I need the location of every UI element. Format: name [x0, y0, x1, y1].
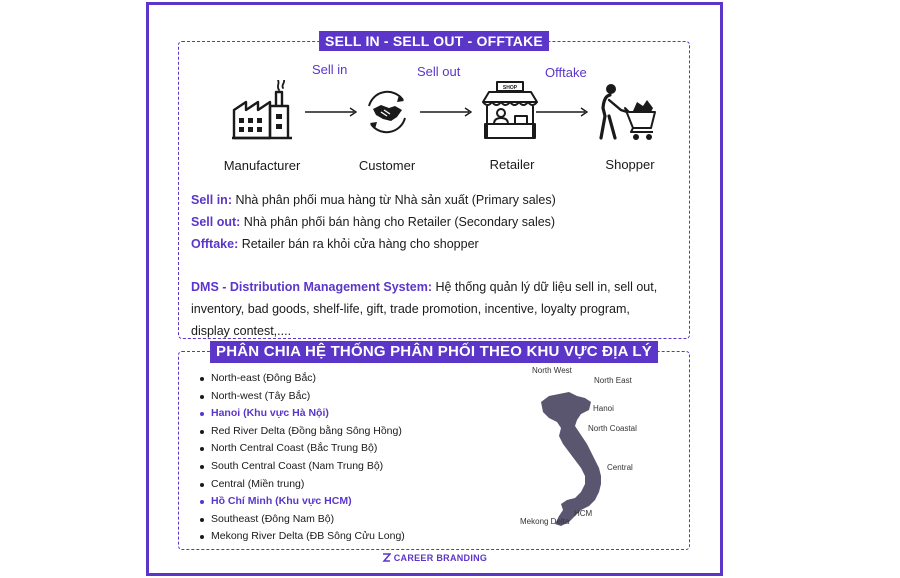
arrow-icon: [304, 106, 359, 118]
map-label-mekong: Mekong Delta: [520, 517, 570, 526]
sell-out-label: Sell out: [417, 64, 461, 79]
regions-title: PHÂN CHIA HỆ THỐNG PHÂN PHỐI THEO KHU VỰC ĐỊA LÝ: [210, 341, 658, 363]
sell-in-label: Sell in: [312, 62, 348, 77]
retailer-label: Retailer: [489, 157, 535, 172]
definition-text: Nhà phân phối bán hàng cho Retailer (Secondary sales): [240, 215, 556, 229]
list-item: North Central Coast (Bắc Trung Bộ): [211, 440, 405, 458]
arrow-icon: [535, 106, 590, 118]
shop-icon: [479, 80, 541, 142]
map-label-north-coastal: North Coastal: [588, 424, 637, 433]
list-item: Mekong River Delta (ĐB Sông Cửu Long): [211, 528, 405, 546]
shop-sign-text: SHOP: [502, 85, 518, 91]
dms-text: Hệ thống quản lý dữ liệu sell in, sell out, inventory, bad goods, shelf-life, gift, trade promotion, incentive, loyalty program, display contest,....: [191, 280, 658, 338]
sell-flow-panel: [178, 33, 690, 339]
definition-offtake: [191, 237, 479, 251]
sell-flow-title: SELL IN - SELL OUT - OFFTAKE: [319, 31, 549, 51]
map-label-hcm: HCM: [574, 509, 593, 518]
list-item: North-east (Đông Bắc): [211, 370, 405, 388]
handshake-cycle-icon: [363, 90, 411, 134]
list-item: South Central Coast (Nam Trung Bộ): [211, 458, 405, 476]
career-branding-footer: [149, 553, 720, 563]
dms-term: DMS - Distribution Management System:: [191, 280, 432, 294]
list-item: Hanoi (Khu vực Hà Nội): [211, 405, 405, 423]
infographic-frame: [146, 2, 723, 576]
factory-icon: [230, 80, 294, 142]
list-item: Red River Delta (Đồng bằng Sông Hồng): [211, 423, 405, 441]
definition-term: Sell out:: [191, 215, 241, 229]
regions-panel: [178, 343, 690, 550]
vietnam-map: [519, 366, 649, 541]
definition-sell-in: [191, 193, 556, 207]
dms-description: [191, 276, 661, 342]
list-item: North-west (Tây Bắc): [211, 388, 405, 406]
list-item: Hồ Chí Minh (Khu vực HCM): [211, 493, 405, 511]
region-list: [197, 370, 405, 546]
arrow-icon: [419, 106, 474, 118]
list-item: Southeast (Đông Nam Bộ): [211, 511, 405, 529]
map-label-north-west: North West: [532, 366, 572, 375]
map-label-central: Central: [607, 463, 633, 472]
offtake-label: Offtake: [545, 65, 587, 80]
definition-term: Sell in:: [191, 193, 232, 207]
definition-text: Nhà phân phối mua hàng từ Nhà sản xuất (Primary sales): [231, 193, 556, 207]
map-label-north-east: North East: [594, 376, 632, 385]
definition-term: Offtake:: [191, 237, 239, 251]
definition-text: Retailer bán ra khỏi cửa hàng cho shopper: [238, 237, 479, 251]
customer-label: Customer: [358, 158, 416, 173]
definition-sell-out: [191, 215, 555, 229]
map-label-hanoi: Hanoi: [593, 404, 614, 413]
career-branding-logo-icon: [382, 553, 391, 562]
list-item: Central (Miền trung): [211, 476, 405, 494]
footer-brand: CAREER BRANDING: [393, 553, 488, 563]
manufacturer-label: Manufacturer: [223, 158, 301, 173]
shopper-label: Shopper: [605, 157, 655, 172]
shopper-cart-icon: [597, 82, 659, 142]
